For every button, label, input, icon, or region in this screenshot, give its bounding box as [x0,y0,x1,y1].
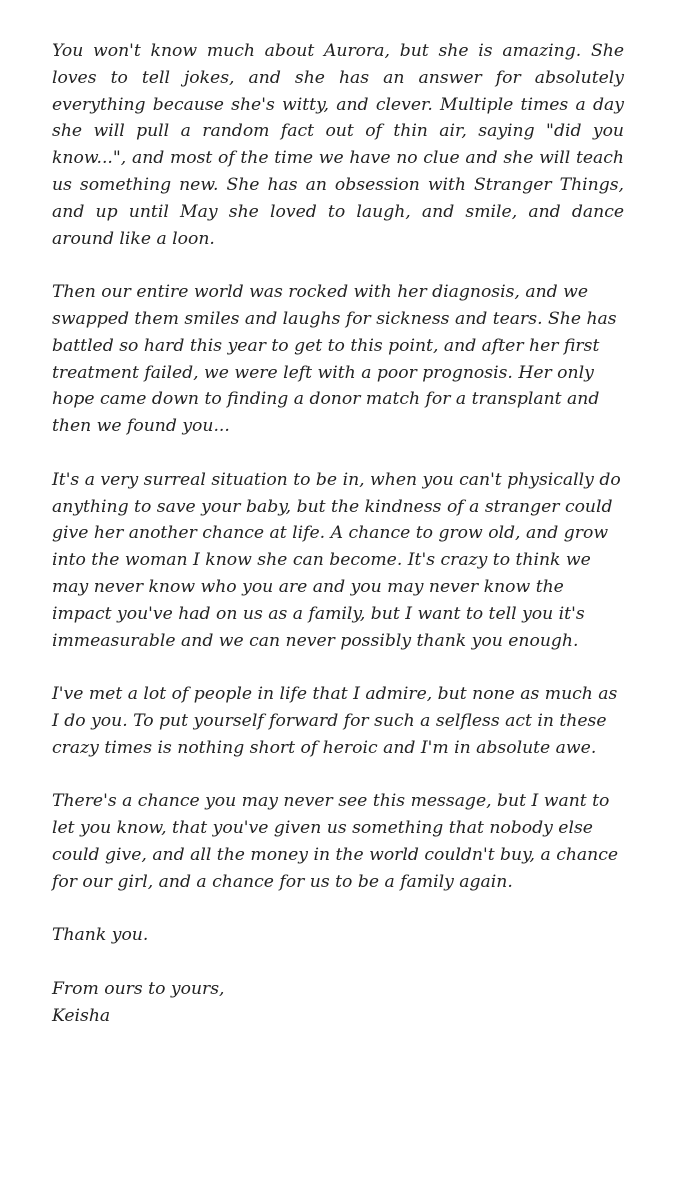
letter-paragraph-diagnosis: Then our entire world was rocked with her diagnosis, and we swapped them smiles and laughs for sickness and tears. She has battled so hard this year to get to this point, and after her first treatment failed, we were left with a poor prognosis. Her only hope came down to finding a donor match for a transplant and then we found you... [52,282,617,437]
letter-paragraph-about-aurora: You won't know much about Aurora, but she is amazing. She loves to tell jokes, and she has an answer for absolutely everything because she's witty, and clever. Multiple times a day she will pull a random fact out of thin air, saying "did you know...", and most of the time we have no clue and she will teach us something new. She has an obsession with Stranger Things, and up until May she loved to laugh, and smile, and dance around like a loon. [52,41,624,249]
letter-signature: Keisha [52,1005,111,1026]
letter-closing: From ours to yours, [52,978,225,999]
letter-thank-you: Thank you. [52,925,149,946]
letter-paragraph-surreal-situation: It's a very surreal situation to be in, when you can't physically do anything to save your baby, but the kindness of a stranger could give her another chance at life. A chance to grow old, and grow into the woman I know she can become. It's crazy to think we may never know who you are and you may never know the impact you've had on us as a family, but I want to tell you it's immeasurable and we can never possibly thank you enough. [52,469,621,651]
letter-signoff [52,976,624,1030]
letter-body [52,38,624,1029]
letter-paragraph-admiration: I've met a lot of people in life that I admire, but none as much as I do you. To put yourself forward for such a selfless act in these crazy times is nothing short of heroic and I'm in absolute awe. [52,684,618,758]
letter-paragraph-message: There's a chance you may never see this message, but I want to let you know, that you've given us something that nobody else could give, and all the money in the world couldn't buy, a chance for our girl, and a chance for us to be a family again. [52,791,619,892]
